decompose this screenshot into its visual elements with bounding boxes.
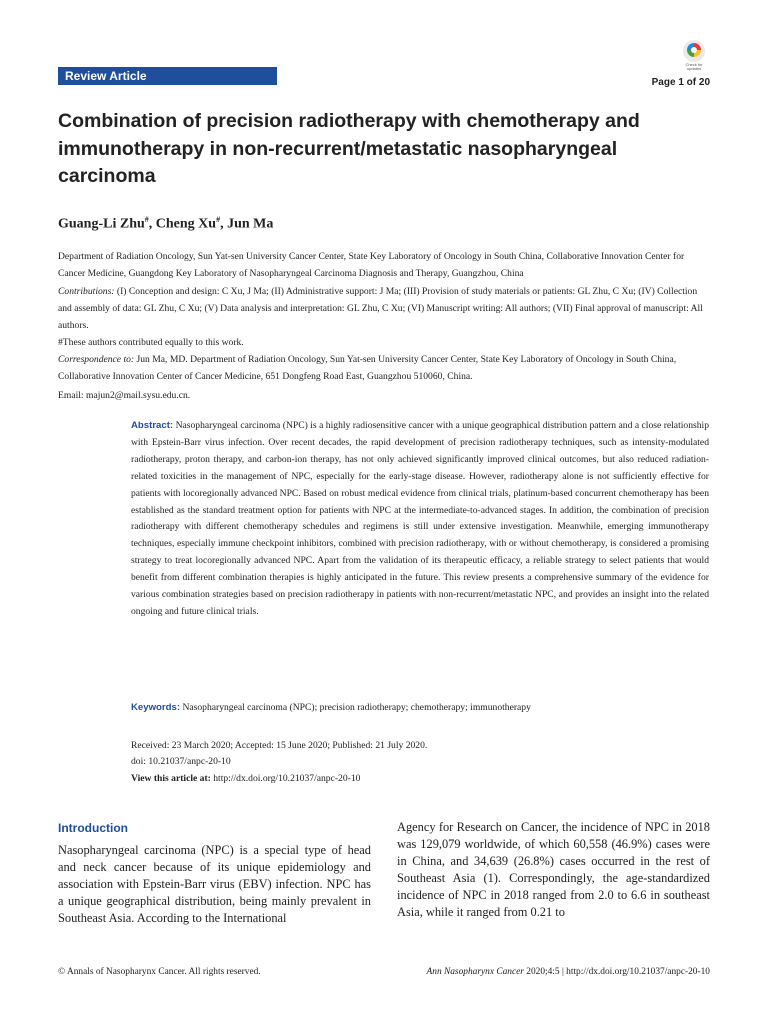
check-for-updates-badge[interactable]	[679, 40, 709, 74]
intro-column-left: Nasopharyngeal carcinoma (NPC) is a special type of head and neck cancer because of its unique epidemiology and association with Epstein-Barr virus (EBV) infection. NPC has a unique geographical distribution, being mainly prevalent in Southeast Asia. According to the International	[58, 843, 371, 926]
author-name: Cheng Xu	[155, 216, 217, 232]
intro-column-right: Agency for Research on Cancer, the incidence of NPC in 2018 was 129,079 worldwide, of which 60,558 (46.9%) cases were in China, and 34,639 (26.8%) cases occurred in the rest of Southeast Asia (1). Correspondingly, the age-standardized incidence of NPC in 2018 ranged from 2.0 to 6.6 in southeast Asia, while it ranged from 0.21 to	[397, 820, 710, 920]
correspondence-text: Jun Ma, MD. Department of Radiation Oncology, Sun Yat-sen University Cancer Center, State Key Laboratory of Oncology in South China, Collaborative Innovation Center of Cancer Medicine, 651 Dongfeng Road East, Guangzhou 510060, China.	[58, 354, 677, 382]
publication-dates: Received: 23 March 2020; Accepted: 15 June 2020; Published: 21 July 2020.	[131, 740, 428, 751]
author-name: Jun Ma	[227, 216, 274, 232]
keywords	[131, 702, 709, 713]
article-link-url[interactable]: http://dx.doi.org/10.21037/anpc-20-10	[210, 773, 361, 784]
footer-citation	[427, 967, 710, 977]
contributions	[58, 283, 710, 334]
author-name: Guang-Li Zhu	[58, 216, 145, 232]
correspondence	[58, 351, 710, 385]
abstract-text: Nasopharyngeal carcinoma (NPC) is a highly radiosensitive cancer with a unique geographical distribution pattern and a close relationship with Epstein-Barr virus infection. Over recent decades, the rapid development of precision radiotherapy techniques, such as intensity-modulated radiotherapy, proton therapy, and carbon-ion therapy, has not only achieved significantly improved clinical outcomes, but also reduced radiation-related toxicities in the management of NPC, especially for the early-stage disease. However, radiotherapy alone is not sufficiently effective for patients with locoregionally advanced NPC. Based on robust medical evidence from clinical trials, platinum-based concurrent chemotherapy has been established as the standard treatment option for patients with NPC at the intermediate-to-advanced stages. In addition, the combination of precision radiotherapy with different chemotherapy schedules and regimens is still under extensive investigation. Meanwhile, emerging immunotherapy techniques, especially immune checkpoint inhibitors, combined with precision radiotherapy, with or without chemotherapy, is considered a promising strategy to treat locoregionally advanced NPC. Apart from the validation of its therapeutic efficacy, a reliable strategy to select patients that would benefit from different combination therapies is highly anticipated in the future. This review presents a comprehensive summary of the evidence for various combination strategies based on precision radiotherapy in patients with non-recurrent/metastatic NPC, and provides an insight into the related ongoing and future clinical trials.	[131, 420, 709, 617]
author-equal-mark: #	[216, 215, 221, 224]
footer-journal: Ann Nasopharynx Cancer	[426, 967, 524, 977]
correspondence-label: Correspondence to:	[58, 354, 135, 365]
abstract-label: Abstract:	[131, 420, 174, 431]
abstract	[131, 418, 709, 621]
keywords-text: Nasopharyngeal carcinoma (NPC); precision radiotherapy; chemotherapy; immunotherapy	[180, 702, 531, 713]
article-link-label: View this article at:	[131, 773, 211, 784]
contributions-label: Contributions:	[58, 286, 115, 297]
badge-text: Check for updates	[685, 62, 703, 71]
check-updates-icon	[683, 40, 705, 62]
author-list: Guang-Li Zhu#, Cheng Xu#, Jun Ma	[58, 215, 274, 232]
affiliation: Department of Radiation Oncology, Sun Yat-sen University Cancer Center, State Key Laboratory of Oncology in South China, Collaborative Innovation Center for Cancer Medicine, Guangdong Key Laboratory of Nasopharyngeal Carcinoma Diagnosis and Therapy, Guangzhou, China	[58, 251, 685, 279]
page-number: Page 1 of 20	[651, 77, 710, 88]
footer-citation-text: 2020;4:5 | http://dx.doi.org/10.21037/anpc-20-10	[523, 967, 710, 977]
footer-copyright: © Annals of Nasopharynx Cancer. All rights reserved.	[58, 967, 261, 977]
email[interactable]: Email: majun2@mail.sysu.edu.cn.	[58, 390, 191, 401]
contributions-text: (I) Conception and design: C Xu, J Ma; (II) Administrative support: J Ma; (III) Provision of study materials or patients: GL Zhu, C Xu; (IV) Collection and assembly of data: GL Zhu, C Xu; (V) Data analysis and interpretation: GL Zhu, C Xu; (VI) Manuscript writing: All authors; (VII) Final approval of manuscript: All authors.	[58, 286, 703, 331]
keywords-label: Keywords:	[131, 702, 181, 713]
article-type-banner	[58, 67, 277, 85]
article-title: Combination of precision radiotherapy with chemotherapy and immunotherapy in non-recurrent/metastatic nasopharyngeal carcinoma	[58, 110, 640, 187]
author-equal-mark: #	[144, 215, 149, 224]
section-heading: Introduction	[58, 821, 128, 835]
article-type-label: Review Article	[65, 69, 147, 83]
equal-contribution-note: #These authors contributed equally to this work.	[58, 337, 244, 348]
article-link[interactable]	[131, 771, 360, 787]
doi: doi: 10.21037/anpc-20-10	[131, 756, 231, 767]
